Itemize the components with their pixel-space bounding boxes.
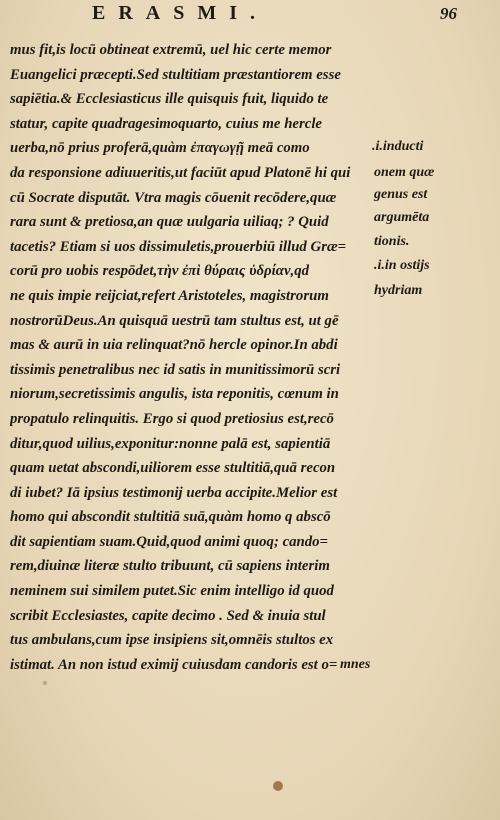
text-line: quam uetat abscondi,uiliorem esse stultitiā,quā recon — [10, 460, 336, 477]
marginal-gloss: tionis. — [374, 234, 410, 249]
text-line: nostrorūDeus.An quisquā uestrū tam stultus est, ut gē — [10, 312, 339, 329]
text-line: propatulo relinquitis. Ergo si quod pretiosius est,recō — [10, 410, 334, 427]
page-header — [0, 2, 500, 32]
marginal-gloss: .i.in ostijs — [374, 258, 430, 273]
running-head: ERASMI. — [92, 2, 269, 24]
text-line: corū pro uobis respōdet,τὴν ἐπὶ θύραις ὑδρίαν,qd — [10, 263, 310, 280]
text-line: homo qui abscondit stultitiā suā,quàm homo q abscō — [10, 509, 331, 526]
text-line: cū Socrate disputāt. Vtra magis cōuenit recōdere,quæ — [10, 189, 337, 206]
catchword: mnes — [340, 657, 371, 672]
text-line: rem,diuinæ literæ stulto tribuunt, cū sapiens interim — [10, 558, 330, 575]
text-line: dit sapientiam suam.Quid,quod animi quoq; cando= — [10, 533, 328, 550]
text-line: istimat. An non istud eximij cuiusdam candoris est o= — [10, 656, 338, 673]
body-text — [10, 38, 382, 677]
text-line: tacetis? Etiam si uos dissimuletis,prouerbiū illud Græ= — [10, 238, 347, 255]
ink-spot — [43, 681, 47, 685]
text-line: rara sunt & pretiosa,an quæ uulgaria uiliaq; ? Quid — [10, 214, 329, 231]
text-line: statur, capite quadragesimoquarto, cuius me hercle — [10, 115, 322, 132]
text-line: da responsione adiuueritis,ut faciūt apud Platonē hi qui — [10, 164, 351, 181]
text-line: uerba,nō prius proferā,quàm ἐπαγωγῇ meā como — [10, 140, 310, 157]
text-line: di iubet? Iā ipsius testimonij uerba accipite.Melior est — [10, 484, 338, 501]
marginal-gloss: hydriam — [374, 283, 423, 298]
marginal-gloss: argumēta — [374, 210, 430, 225]
text-line: ditur,quod uilius,exponitur:nonne palā est, sapientiā — [10, 435, 331, 452]
marginal-gloss: onem quæ — [374, 165, 435, 180]
text-line: tissimis penetralibus nec id satis in munitissimorū scri — [10, 361, 341, 378]
text-line: tus ambulans,cum ipse insipiens sit,omnēis stultos ex — [10, 632, 334, 649]
text-line: sapiētia.& Ecclesiasticus ille quisquis fuit, liquido te — [10, 91, 329, 108]
text-line: niorum,secretissimis angulis, ista reponitis, cœnum in — [10, 386, 339, 403]
marginal-gloss: .i.inducti — [372, 139, 424, 154]
text-line: Euangelici præcepti.Sed stultitiam præstantiorem esse — [10, 66, 341, 83]
text-line: mus fit,is locū obtineat extremū, uel hic certe memor — [10, 42, 332, 58]
marginal-gloss: genus est — [374, 187, 428, 202]
text-line: neminem sui similem putet.Sic enim intelligo id quod — [10, 583, 334, 600]
text-line: scribit Ecclesiastes, capite decimo . Sed & inuia stul — [10, 607, 326, 624]
folio-number: 96 — [440, 4, 457, 23]
text-line: mas & aurū in uia relinquat?nō hercle opinor.In abdi — [10, 337, 338, 354]
text-line: ne quis impie reijciat,refert Aristoteles, magistrorum — [10, 287, 329, 304]
ink-spot — [273, 781, 283, 791]
